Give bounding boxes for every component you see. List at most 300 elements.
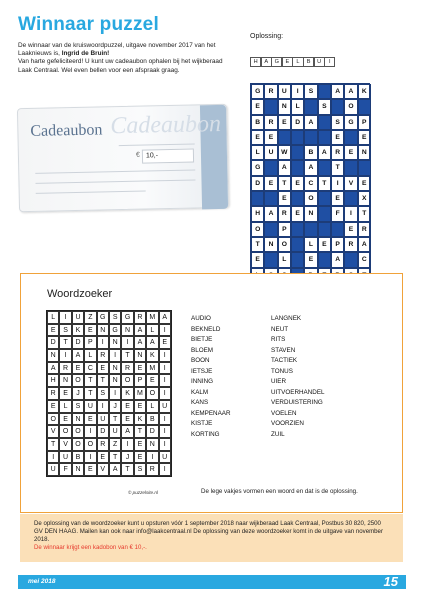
woordzoeker-cell: E (47, 400, 59, 413)
crossword-cell: I (331, 176, 344, 191)
woordzoeker-cell: N (109, 374, 121, 387)
crossword-block (264, 222, 277, 237)
crossword-cell: E (318, 237, 331, 252)
voucher-line (35, 169, 195, 173)
woordzoeker-cell: I (97, 400, 109, 413)
crossword-cell: E (278, 191, 291, 206)
crossword-cell: E (291, 176, 304, 191)
woordzoeker-cell: U (59, 451, 71, 464)
winner-intro (18, 42, 228, 75)
woordzoeker-cell: A (134, 324, 146, 337)
crossword-block (344, 252, 357, 267)
woordzoeker-cell: A (146, 336, 158, 349)
crossword-cell: R (331, 145, 344, 160)
woordzoeker-cell: T (97, 374, 109, 387)
woordzoeker-cell: J (72, 387, 84, 400)
woordzoeker-cell: U (84, 400, 96, 413)
crossword-block (291, 191, 304, 206)
word-item: UIER (271, 378, 287, 385)
crossword-cell: I (344, 206, 357, 221)
woordzoeker-cell: E (59, 387, 71, 400)
word-item: ZUIL (271, 430, 285, 438)
woordzoeker-cell: I (159, 324, 171, 337)
word-list-2 (271, 314, 325, 440)
woordzoeker-cell: E (134, 400, 146, 413)
crossword-cell: C (304, 176, 317, 191)
woordzoeker-cell: E (134, 438, 146, 451)
crossword-grid (250, 83, 370, 284)
woordzoeker-cell: R (121, 362, 133, 375)
woordzoeker-cell: T (84, 387, 96, 400)
woordzoeker-cell: I (159, 463, 171, 476)
crossword-cell: R (358, 222, 371, 237)
word-item: BOON (191, 357, 210, 364)
woordzoeker-cell: O (72, 438, 84, 451)
word-item: VERDUISTERING (271, 399, 323, 406)
woordzoeker-cell: E (84, 463, 96, 476)
crossword-cell: E (278, 115, 291, 130)
crossword-block (318, 252, 331, 267)
crossword-cell: D (291, 115, 304, 130)
crossword-cell: E (251, 252, 264, 267)
woordzoeker-cell: O (59, 425, 71, 438)
woordzoeker-cell: V (59, 438, 71, 451)
woordzoeker-grid (46, 310, 172, 477)
woordzoeker-cell: O (121, 374, 133, 387)
woordzoeker-cell: T (109, 451, 121, 464)
crossword-block (304, 130, 317, 145)
crossword-cell: E (291, 206, 304, 221)
solution-cell: A (261, 57, 272, 67)
word-item: BEKNELD (191, 325, 221, 333)
word-item: KORTING (191, 430, 220, 438)
woordzoeker-cell: N (72, 413, 84, 426)
crossword-cell: W (278, 145, 291, 160)
crossword-cell: C (358, 252, 371, 267)
solution-cell: H (250, 57, 261, 67)
woordzoeker-cell: U (47, 463, 59, 476)
word-item: UITVOERHANDEL (271, 388, 325, 396)
prize-text: De winnaar krijgt een kadobon van € 10,-. (34, 544, 147, 551)
woordzoeker-credit: © puzzelsite.nl (128, 490, 158, 495)
crossword-cell: U (264, 145, 277, 160)
crossword-cell: L (251, 145, 264, 160)
woordzoeker-cell: O (84, 438, 96, 451)
crossword-cell: A (318, 145, 331, 160)
winner-name: Ingrid de Bruin! (61, 50, 110, 58)
word-item: KISTJE (191, 420, 213, 427)
crossword-cell: P (331, 237, 344, 252)
woordzoeker-cell: I (159, 349, 171, 362)
crossword-cell: K (358, 84, 371, 99)
crossword-cell: O (344, 99, 357, 114)
crossword-cell: P (358, 115, 371, 130)
woordzoeker-cell: G (97, 311, 109, 324)
woordzoeker-cell: I (159, 374, 171, 387)
crossword-block (344, 160, 357, 175)
woordzoeker-cell: S (109, 311, 121, 324)
word-item: KANS (191, 399, 209, 406)
woordzoeker-cell: N (146, 438, 158, 451)
crossword-cell: B (251, 115, 264, 130)
solution-cell: L (292, 57, 303, 67)
woordzoeker-cell: R (47, 387, 59, 400)
woordzoeker-cell: I (84, 451, 96, 464)
woordzoeker-cell: L (146, 400, 158, 413)
woordzoeker-cell: M (134, 387, 146, 400)
woordzoeker-cell: I (47, 451, 59, 464)
woordzoeker-cell: L (84, 349, 96, 362)
crossword-block (264, 160, 277, 175)
woordzoeker-cell: E (97, 362, 109, 375)
woordzoeker-cell: R (134, 311, 146, 324)
crossword-block (291, 145, 304, 160)
woordzoeker-cell: E (121, 413, 133, 426)
woordzoeker-cell: R (146, 463, 158, 476)
woordzoeker-cell: A (134, 336, 146, 349)
woordzoeker-cell: U (97, 413, 109, 426)
crossword-cell: O (251, 222, 264, 237)
woordzoeker-cell: S (97, 387, 109, 400)
woordzoeker-cell: I (121, 438, 133, 451)
crossword-cell: I (291, 84, 304, 99)
crossword-block (344, 130, 357, 145)
crossword-block (358, 99, 371, 114)
crossword-block (331, 222, 344, 237)
crossword-block (318, 130, 331, 145)
crossword-cell: L (304, 237, 317, 252)
crossword-cell: N (264, 237, 277, 252)
woordzoeker-cell: E (59, 413, 71, 426)
crossword-cell: B (304, 145, 317, 160)
crossword-block (291, 130, 304, 145)
crossword-cell: G (251, 84, 264, 99)
woordzoeker-cell: I (159, 362, 171, 375)
crossword-block (318, 222, 331, 237)
crossword-cell: E (264, 130, 277, 145)
woordzoeker-cell: T (121, 349, 133, 362)
woordzoeker-cell: F (59, 463, 71, 476)
word-item: AUDIO (191, 315, 211, 322)
woordzoeker-cell: N (97, 324, 109, 337)
word-item: RITS (271, 336, 286, 343)
woordzoeker-cell: D (47, 336, 59, 349)
crossword-cell: G (344, 115, 357, 130)
word-item: TACTIEK (271, 357, 298, 364)
solution-row (250, 57, 335, 67)
woordzoeker-cell: U (159, 451, 171, 464)
crossword-cell: A (331, 84, 344, 99)
woordzoeker-cell: T (84, 374, 96, 387)
word-item: STAVEN (271, 346, 296, 354)
woordzoeker-cell: N (109, 362, 121, 375)
crossword-block (358, 160, 371, 175)
crossword-block (331, 99, 344, 114)
crossword-cell: R (344, 237, 357, 252)
crossword-cell: S (331, 115, 344, 130)
woordzoeker-cell: L (146, 324, 158, 337)
woordzoeker-cell: T (59, 336, 71, 349)
crossword-cell: O (304, 191, 317, 206)
woordzoeker-cell: T (121, 463, 133, 476)
crossword-cell: R (264, 84, 277, 99)
woordzoeker-cell: T (47, 438, 59, 451)
woordzoeker-cell: J (109, 400, 121, 413)
woordzoeker-cell: N (47, 349, 59, 362)
word-item: INNING (191, 378, 214, 385)
crossword-block (304, 222, 317, 237)
crossword-cell: L (278, 252, 291, 267)
woordzoeker-cell: I (159, 413, 171, 426)
word-item: KEMPENAAR (191, 409, 231, 417)
woordzoeker-cell: I (109, 387, 121, 400)
woordzoeker-cell: N (134, 349, 146, 362)
crossword-cell: U (278, 84, 291, 99)
woordzoeker-cell: U (109, 425, 121, 438)
woordzoeker-cell: M (146, 311, 158, 324)
word-item: IETSJE (191, 367, 213, 375)
crossword-cell: R (278, 206, 291, 221)
page-title: Winnaar puzzel (18, 14, 159, 35)
voucher-amount: 10,- (142, 149, 194, 164)
woordzoeker-cell: Z (84, 311, 96, 324)
solution-label: Oplossing: (250, 33, 284, 40)
woordzoeker-cell: I (159, 425, 171, 438)
woordzoeker-cell: V (97, 463, 109, 476)
crossword-cell: E (304, 252, 317, 267)
crossword-cell: N (278, 99, 291, 114)
woordzoeker-cell: O (72, 425, 84, 438)
woordzoeker-cell: N (109, 336, 121, 349)
woordzoeker-cell: I (59, 311, 71, 324)
woordzoeker-box (20, 273, 403, 513)
voucher-image (18, 106, 228, 210)
crossword-cell: E (344, 222, 357, 237)
woordzoeker-title: Woordzoeker (47, 288, 113, 300)
crossword-cell: L (291, 99, 304, 114)
word-item: BIETJE (191, 336, 213, 343)
crossword-cell: S (304, 84, 317, 99)
word-item: LANGNEK (271, 315, 302, 322)
woordzoeker-cell: E (72, 362, 84, 375)
woordzoeker-cell: D (146, 425, 158, 438)
woordzoeker-cell: E (97, 451, 109, 464)
woordzoeker-cell: S (134, 463, 146, 476)
crossword-cell: S (318, 99, 331, 114)
woordzoeker-cell: D (72, 336, 84, 349)
woordzoeker-cell: O (47, 413, 59, 426)
word-item: VOELEN (271, 409, 297, 417)
crossword-block (291, 252, 304, 267)
woordzoeker-cell: E (121, 400, 133, 413)
crossword-block (278, 130, 291, 145)
solution-cell: I (324, 57, 335, 67)
woordzoeker-cell: O (146, 387, 158, 400)
crossword-block (318, 191, 331, 206)
crossword-block (264, 191, 277, 206)
woordzoeker-cell: E (134, 362, 146, 375)
woordzoeker-cell: A (159, 311, 171, 324)
woordzoeker-cell: B (72, 451, 84, 464)
crossword-cell: E (251, 130, 264, 145)
crossword-cell: T (318, 176, 331, 191)
woordzoeker-cell: K (72, 324, 84, 337)
woordzoeker-cell: P (84, 336, 96, 349)
word-list-1 (191, 314, 231, 440)
word-item: KALM (191, 388, 209, 396)
woordzoeker-cell: G (121, 311, 133, 324)
crossword-cell: A (304, 160, 317, 175)
voucher-line (119, 143, 195, 146)
voucher-ghost-text: Cadeaubon (110, 110, 222, 140)
woordzoeker-cell: K (134, 413, 146, 426)
crossword-cell: A (331, 252, 344, 267)
crossword-block (264, 99, 277, 114)
crossword-block (291, 222, 304, 237)
crossword-block (344, 191, 357, 206)
woordzoeker-cell: I (159, 387, 171, 400)
word-item: TONUS (271, 367, 293, 375)
info-text: De oplossing van de woordzoeker kunt u opsturen vóór 1 september 2018 naar wijkberaad Laak Centraal, Postbus 30 820, 2500 GV DEN HAAG. Mailen kan ook naar info@laakcentraal.nl De oplossing van deze woordzoeker komt in de uitgave van november 2018. (34, 520, 383, 543)
woordzoeker-cell: S (59, 324, 71, 337)
crossword-block (318, 84, 331, 99)
page-number: 15 (383, 574, 398, 589)
crossword-block (304, 99, 317, 114)
woordzoeker-cell: A (109, 463, 121, 476)
crossword-block (251, 191, 264, 206)
crossword-cell: T (358, 206, 371, 221)
crossword-cell: V (344, 176, 357, 191)
woordzoeker-cell: E (134, 451, 146, 464)
voucher-line (36, 179, 196, 183)
crossword-block (318, 115, 331, 130)
crossword-cell: E (344, 145, 357, 160)
crossword-block (291, 160, 304, 175)
crossword-cell: T (331, 160, 344, 175)
crossword-cell: X (358, 191, 371, 206)
voucher-line (36, 191, 146, 194)
woordzoeker-cell: A (72, 349, 84, 362)
woordzoeker-cell: R (59, 362, 71, 375)
woordzoeker-cell: R (97, 438, 109, 451)
woordzoeker-cell: Z (109, 438, 121, 451)
crossword-cell: H (251, 206, 264, 221)
crossword-cell: E (358, 176, 371, 191)
woordzoeker-cell: E (84, 324, 96, 337)
woordzoeker-cell: T (134, 425, 146, 438)
woordzoeker-cell: N (59, 374, 71, 387)
woordzoeker-cell: I (159, 438, 171, 451)
woordzoeker-cell: L (47, 311, 59, 324)
voucher-currency: € (135, 151, 140, 159)
woordzoeker-cell: V (47, 425, 59, 438)
woordzoeker-cell: J (121, 451, 133, 464)
crossword-cell: E (358, 130, 371, 145)
woordzoeker-cell: D (97, 425, 109, 438)
intro-text-1: De winnaar van de kruiswoordpuzzel, uitgave november 2017 van het Laaknieuws is, (18, 42, 216, 58)
page-footer (18, 575, 406, 589)
woordzoeker-cell: E (47, 324, 59, 337)
crossword-cell: A (358, 237, 371, 252)
woordzoeker-cell: I (121, 336, 133, 349)
voucher-logo: Cadeaubon (30, 121, 103, 140)
woordzoeker-cell: E (84, 413, 96, 426)
crossword-block (291, 237, 304, 252)
word-item: VOORZIEN (271, 420, 304, 427)
woordzoeker-cell: L (59, 400, 71, 413)
woordzoeker-cell: K (146, 349, 158, 362)
woordzoeker-cell: I (59, 349, 71, 362)
woordzoeker-cell: I (109, 349, 121, 362)
woordzoeker-cell: U (72, 311, 84, 324)
crossword-cell: N (304, 206, 317, 221)
crossword-cell: R (264, 115, 277, 130)
crossword-block (318, 160, 331, 175)
crossword-cell: T (251, 237, 264, 252)
woordzoeker-cell: K (121, 387, 133, 400)
solution-cell: B (303, 57, 314, 67)
crossword-cell: E (331, 130, 344, 145)
woordzoeker-note: De lege vakjes vormen een woord en dat is de oplossing. (201, 488, 358, 495)
voucher-card (17, 104, 229, 212)
word-item: BLOEM (191, 346, 214, 354)
word-item: NEUT (271, 325, 289, 333)
crossword-cell: E (251, 99, 264, 114)
woordzoeker-cell: T (109, 413, 121, 426)
woordzoeker-cell: O (72, 374, 84, 387)
footer-edition: mei 2018 (28, 578, 56, 585)
crossword-cell: D (251, 176, 264, 191)
crossword-block (318, 206, 331, 221)
crossword-cell: A (344, 84, 357, 99)
crossword-cell: A (264, 206, 277, 221)
woordzoeker-cell: N (121, 324, 133, 337)
woordzoeker-cell: E (146, 374, 158, 387)
woordzoeker-cell: S (72, 400, 84, 413)
woordzoeker-cell: E (159, 336, 171, 349)
crossword-cell: O (278, 237, 291, 252)
solution-cell: E (282, 57, 293, 67)
woordzoeker-cell: R (97, 349, 109, 362)
crossword-cell: A (304, 115, 317, 130)
woordzoeker-cell: M (146, 362, 158, 375)
woordzoeker-cell: P (134, 374, 146, 387)
solution-cell: G (271, 57, 282, 67)
intro-text-2: Van harte gefeliciteerd! U kunt uw cadeaubon ophalen bij het wijkberaad Laak Centraal. Wel even bellen voor een afspraak graag. (18, 58, 223, 74)
woordzoeker-cell: I (97, 336, 109, 349)
woordzoeker-cell: H (47, 374, 59, 387)
woordzoeker-cell: A (47, 362, 59, 375)
solution-cell: U (314, 57, 325, 67)
crossword-cell: E (331, 191, 344, 206)
woordzoeker-cell: I (84, 425, 96, 438)
crossword-cell: T (278, 176, 291, 191)
crossword-cell: A (278, 160, 291, 175)
woordzoeker-cell: I (146, 451, 158, 464)
crossword-cell: G (251, 160, 264, 175)
woordzoeker-cell: A (121, 425, 133, 438)
woordzoeker-cell: G (109, 324, 121, 337)
crossword-cell: E (264, 176, 277, 191)
woordzoeker-cell: U (159, 400, 171, 413)
crossword-cell: F (331, 206, 344, 221)
info-box (20, 514, 403, 562)
crossword-cell: P (278, 222, 291, 237)
crossword-cell: N (358, 145, 371, 160)
crossword-block (264, 252, 277, 267)
woordzoeker-cell: C (84, 362, 96, 375)
woordzoeker-cell: N (72, 463, 84, 476)
